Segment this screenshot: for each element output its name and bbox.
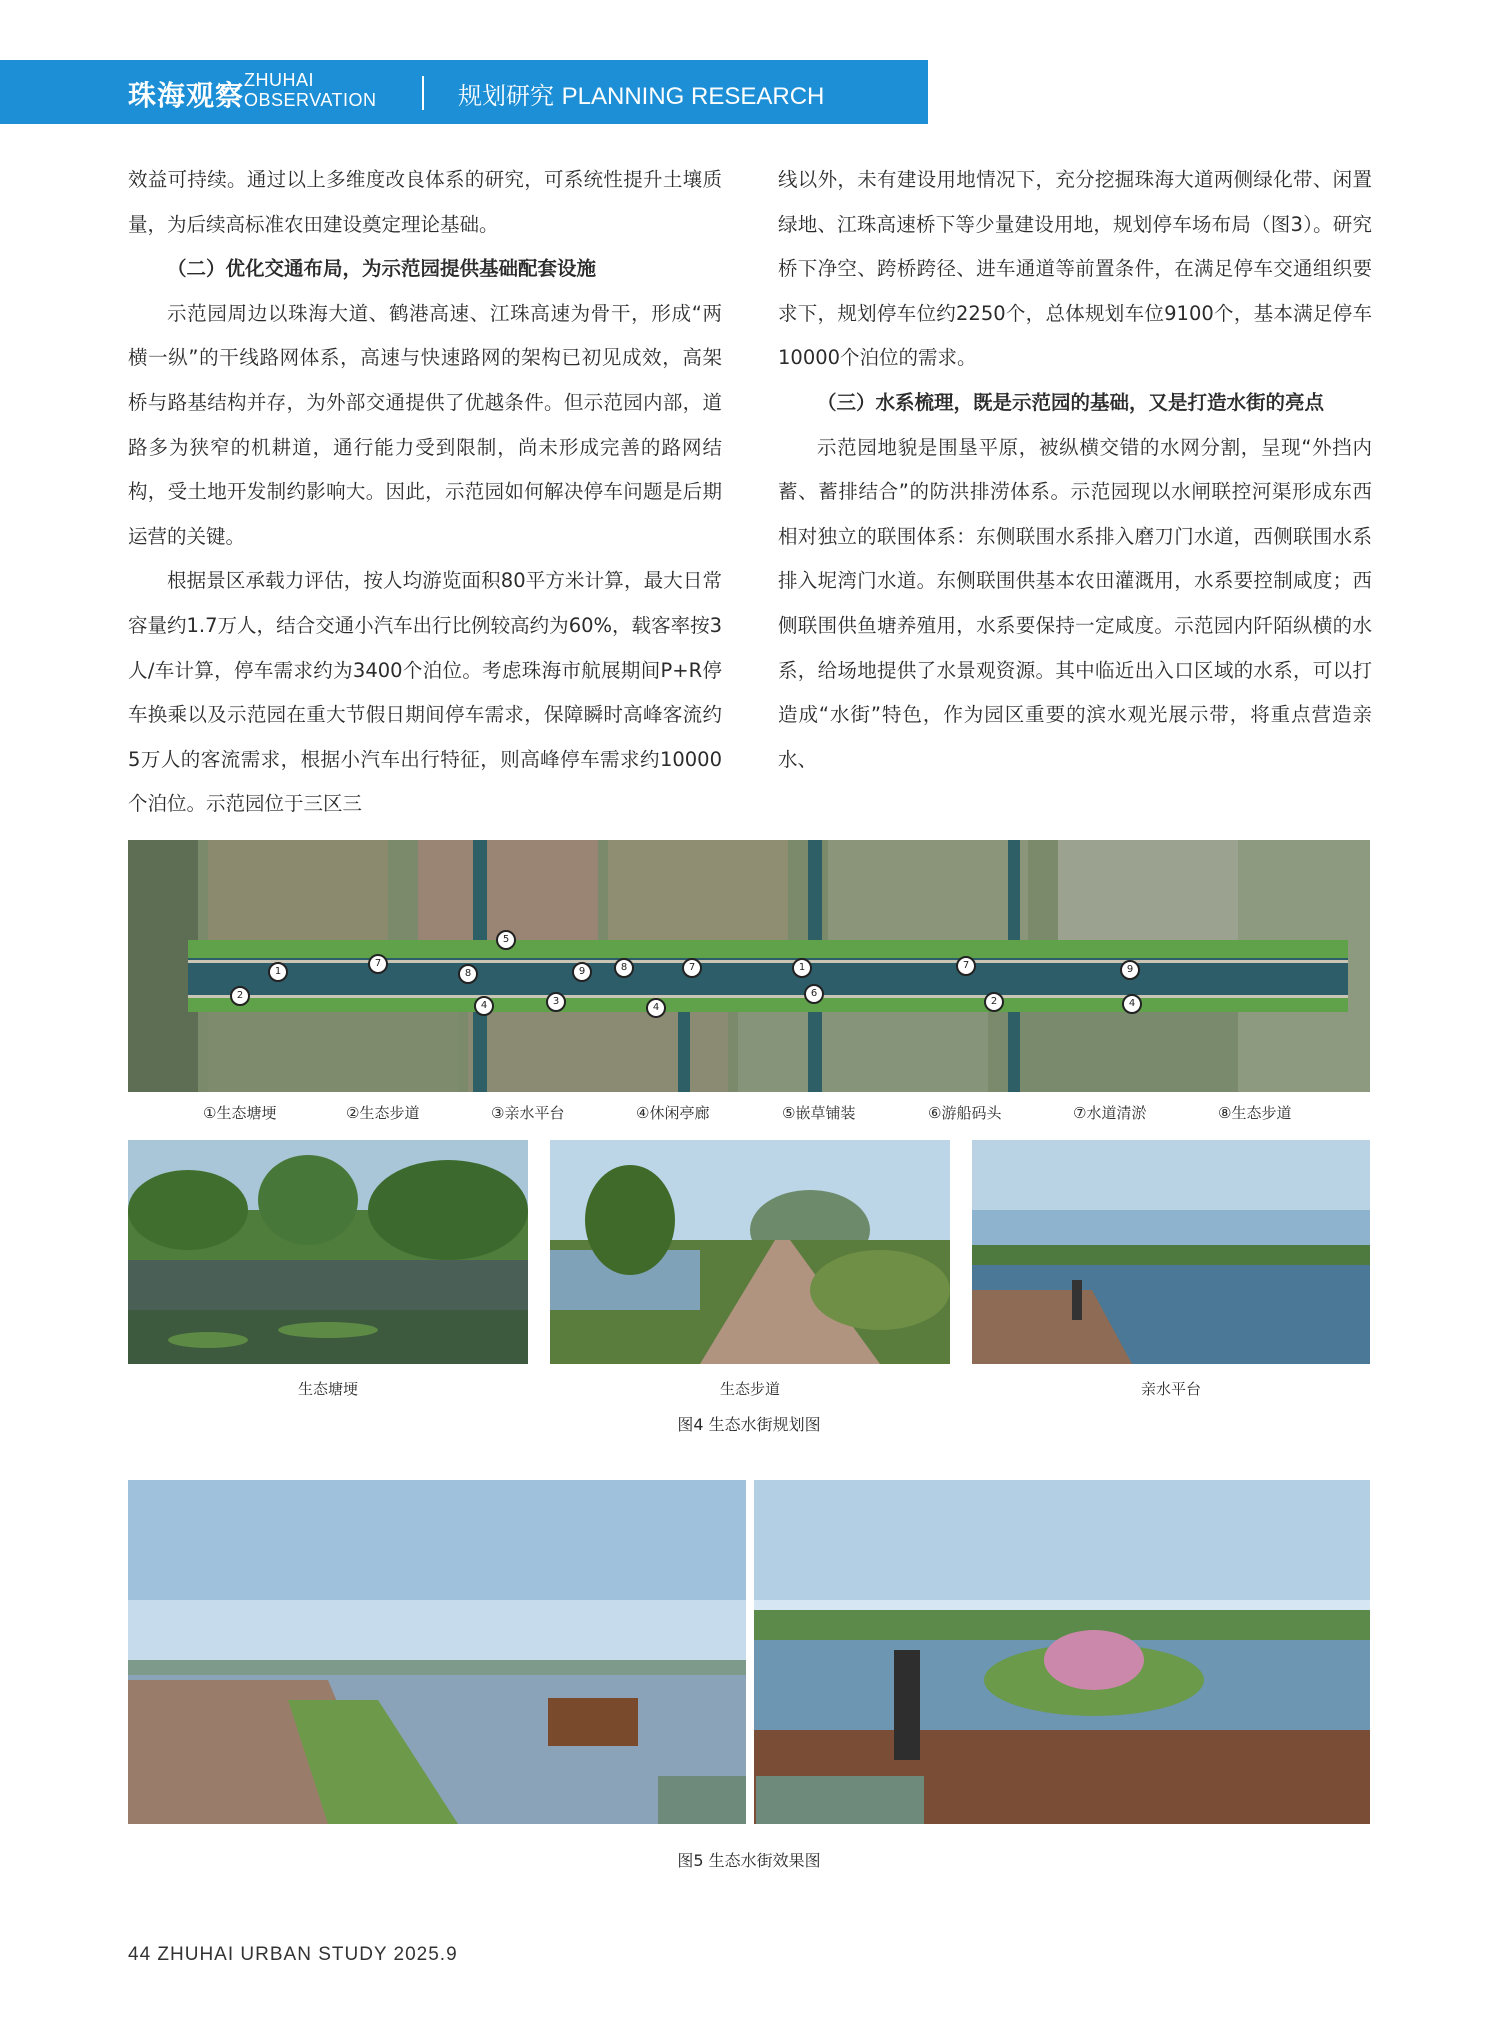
photo-caption: 生态步道 (719, 1380, 780, 1398)
legend-item: ⑦水道清淤 (1073, 1104, 1147, 1122)
legend-item: ④休闲亭廊 (636, 1104, 710, 1122)
plan-marker: 4 (1122, 994, 1142, 1014)
brand-name-en (244, 70, 377, 110)
plan-marker: 5 (496, 930, 516, 950)
section-title-cn: 规划研究 (458, 82, 554, 110)
plan-marker: 1 (268, 962, 288, 982)
water-street-render-left (128, 1480, 746, 1824)
plan-marker: 6 (804, 984, 824, 1004)
plan-marker: 2 (230, 986, 250, 1006)
right-text-column (778, 158, 1372, 782)
legend-item: ⑧生态步道 (1218, 1104, 1292, 1122)
page-footer: 44 ZHUHAI URBAN STUDY 2025.9 (128, 1944, 458, 1965)
left-text-column (128, 158, 722, 827)
waterfront-platform-photo (972, 1140, 1370, 1364)
plan-marker: 4 (474, 996, 494, 1016)
plan-marker: 8 (614, 958, 634, 978)
paragraph: 示范园周边以珠海大道、鹤港高速、江珠高速为骨干，形成“两横一纵”的干线路网体系，高速与快速路网的架构已初见成效，高架桥与路基结构并存，为外部交通提供了优越条件。但示范园内部，道路多为狭窄的机耕道，通行能力受到限制，尚未形成完善的路网结构，受土地开发制约影响大。因此，示范园如何解决停车问题是后期运营的关键。 (128, 301, 722, 548)
header-divider (422, 76, 424, 110)
eco-walkway-photo (550, 1140, 950, 1364)
brand-en-line1: ZHUHAI (244, 70, 314, 90)
plan-marker: 9 (572, 962, 592, 982)
photo-caption: 亲水平台 (1140, 1380, 1201, 1398)
aerial-plan-graphic (128, 840, 1370, 1092)
legend-item: ①生态塘埂 (203, 1104, 277, 1122)
section-title-en: PLANNING RESEARCH (561, 83, 825, 110)
section-heading: （三）水系梳理，既是示范园的基础，又是打造水街的亮点 (817, 390, 1325, 414)
plan-marker: 4 (646, 998, 666, 1018)
figure-caption: 图5 生态水街效果图 (677, 1851, 821, 1870)
plan-marker: 8 (458, 964, 478, 984)
section-title (458, 76, 824, 111)
legend-item: ⑤嵌草铺装 (782, 1104, 856, 1122)
legend-item: ⑥游船码头 (928, 1104, 1002, 1122)
water-street-render-right (754, 1480, 1370, 1824)
plan-marker: 7 (368, 954, 388, 974)
header-band (0, 60, 928, 124)
water-street-plan-map (128, 840, 1370, 1092)
plan-marker: 2 (984, 992, 1004, 1012)
plan-marker: 7 (682, 958, 702, 978)
plan-legend (128, 1100, 1370, 1126)
legend-item: ③亲水平台 (491, 1104, 565, 1122)
paragraph: 示范园地貌是围垦平原，被纵横交错的水网分割，呈现“外挡内蓄、蓄排结合”的防洪排涝体系。示范园现以水闸联控河渠形成东西相对独立的联围体系：东侧联围水系排入磨刀门水道，西侧联围水系排入坭湾门水道。东侧联围供基本农田灌溉用，水系要控制咸度；西侧联围供鱼塘养殖用，水系要保持一定咸度。示范园内阡陌纵横的水系，给场地提供了水景观资源。其中临近出入口区域的水系，可以打造成“水街”特色，作为园区重要的滨水观光展示带，将重点营造亲水、 (778, 435, 1372, 771)
plan-marker: 7 (956, 956, 976, 976)
plan-marker: 3 (546, 992, 566, 1012)
paragraph: 根据景区承载力评估，按人均游览面积80平方米计算，最大日常容量约1.7万人，结合交通小汽车出行比例较高约为60%，载客率按3人/车计算，停车需求约为3400个泊位。考虑珠海市航展期间P+R停车换乘以及示范园在重大节假日期间停车需求，保障瞬时高峰客流约5万人的客流需求，根据小汽车出行特征，则高峰停车需求约10000个泊位。示范园位于三区三 (128, 569, 722, 816)
legend-item: ②生态步道 (346, 1104, 420, 1122)
figure-caption: 图4 生态水街规划图 (677, 1415, 821, 1434)
plan-marker: 1 (792, 958, 812, 978)
photo-caption: 生态塘埂 (297, 1380, 358, 1398)
paragraph: 效益可持续。通过以上多维度改良体系的研究，可系统性提升土壤质量，为后续高标准农田建设奠定理论基础。 (128, 168, 722, 236)
paragraph: 线以外，未有建设用地情况下，充分挖掘珠海大道两侧绿化带、闲置绿地、江珠高速桥下等少量建设用地，规划停车场布局（图3）。研究桥下净空、跨桥跨径、进车通道等前置条件，在满足停车交通组织要求下，规划停车位约2250个，总体规划车位9100个，基本满足停车10000个泊位的需求。 (778, 168, 1372, 370)
plan-marker: 9 (1120, 960, 1140, 980)
brand-en-line2: OBSERVATION (244, 90, 377, 110)
section-heading: （二）优化交通布局，为示范园提供基础配套设施 (167, 257, 597, 281)
brand-name-cn: 珠海观察 (128, 79, 245, 112)
eco-pond-photo (128, 1140, 528, 1364)
